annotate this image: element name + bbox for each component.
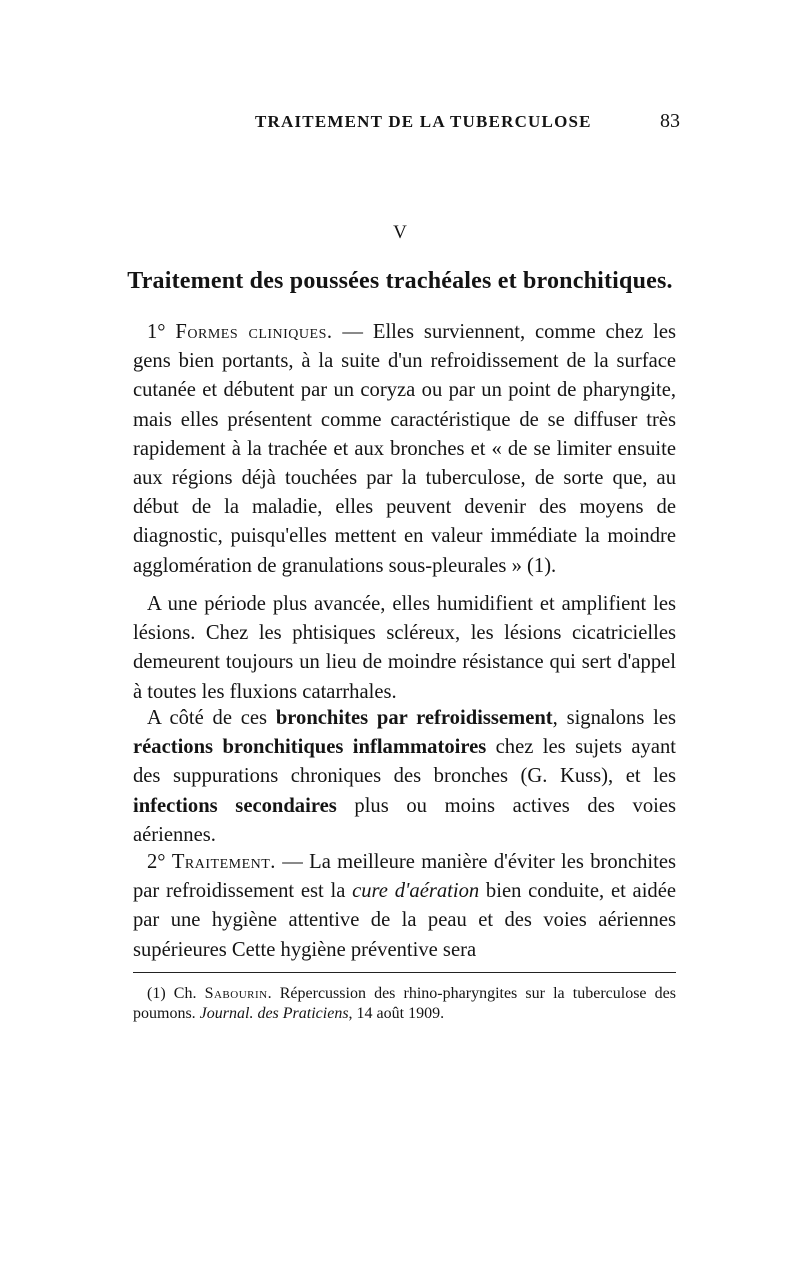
section-number: V [393,222,407,243]
running-title: TRAITEMENT DE LA TUBERCULOSE [255,112,592,131]
bold-term: bronchites par refroidissement [275,707,553,729]
paragraph-text: — Elles surviennent, comme chez les gens bien portants, à la suite d'un refroidissement de la surface cutanée et débutent par un coryza ou par un point de pharyngite, mais elles présentent comme caractéristique de se diffuser très rapidement à la trachée et aux bronches et « de se limiter ensuite aux régions déjà touchées par la tuberculose, de sorte que, au début de la maladie, elles peuvent devenir des moyens de diagnostic, puisqu'elles mettent en valeur immédiate la moindre agglomération de granulations sous-pleurales » (1). [133,321,677,577]
item-number: 1° [147,321,176,343]
footnote-journal: Journal. des Praticiens [199,1005,349,1022]
footnote-author: Sabourin [204,985,268,1002]
text-run: , signalons les [552,707,676,729]
footnote-text: , 14 août 1909. [348,1005,445,1022]
paragraph-bronchites [133,704,676,850]
footnote-marker: (1) Ch. [147,985,205,1002]
item-number: 2° [147,851,172,873]
running-head [135,112,680,136]
text-run: — La meilleure manière d'éviter les bronchites par refroidissement est la [133,851,676,903]
bold-term: infections secondaires [133,794,337,817]
text-run: bien conduite, et aidée par une hygiène attentive de la peau et des voies aériennes supérieures Cette hygiène préventive sera [133,880,676,961]
paragraph-periode-avancee [133,590,676,707]
paragraph-heading: Formes cliniques. [175,321,333,343]
footnote [133,984,676,1024]
text-run: A côté de ces [147,707,276,729]
italic-term: cure d'aération [352,880,480,903]
paragraph-text: A une période plus avancée, elles humidifient et amplifient les lésions. Chez les phtisiques scléreux, les lésions cicatricielles demeurent toujours un lieu de moindre résistance qui sert d'appel à toutes les fluxions catarrhales. [133,593,676,703]
bold-term: réactions bronchitiques inflammatoires [133,736,487,759]
paragraph-heading: Traitement. [171,851,276,873]
page-number: 83 [660,110,680,132]
text-run: plus ou moins actives des voies aériennes. [133,794,676,846]
text-run: chez les sujets ayant des suppurations chroniques des bronches (G. Kuss), et les [133,736,676,788]
paragraph-formes-cliniques [133,318,676,581]
footnote-text: . Répercussion des rhino-pharyngites sur la tuberculose des poumons. [133,985,676,1022]
footnote-divider [133,972,676,973]
paragraph-traitement [133,848,676,965]
section-title: Traitement des poussées trachéales et bronchitiques. [127,268,673,294]
